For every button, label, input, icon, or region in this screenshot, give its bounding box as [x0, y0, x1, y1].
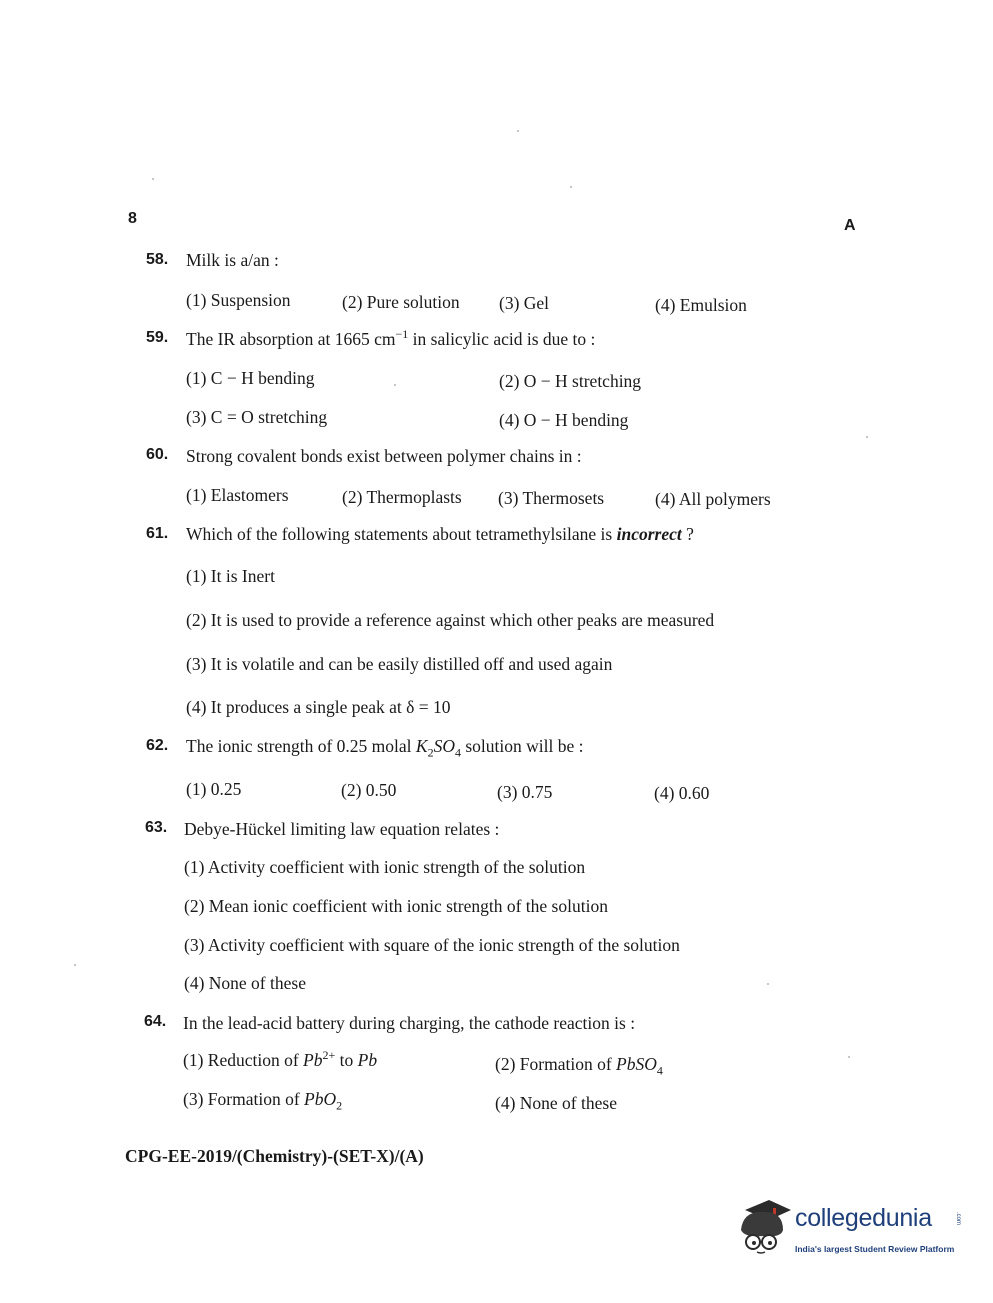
option-2: (2) Formation of PbSO$_4$	[495, 1054, 663, 1078]
option-1: (1) Elastomers	[186, 485, 289, 505]
mascot-icon	[735, 1196, 793, 1254]
question-text: Debye-Hückel limiting law equation relates :	[184, 819, 500, 839]
option-1: (1) Reduction of $Pb^{2+}$ to Pb	[183, 1048, 378, 1070]
set-code: A	[844, 217, 856, 234]
option-2: (2) It is used to provide a reference against which other peaks are measured	[186, 610, 715, 630]
option-3: (3) Gel	[499, 293, 550, 313]
option-3: (3) Activity coefficient with square of the ionic strength of the solution	[184, 935, 680, 955]
option-3: (3) Thermosets	[498, 488, 605, 508]
option-1: (1) 0.25	[186, 779, 242, 799]
question-number: 58.	[146, 251, 169, 268]
option-4: (4) Emulsion	[655, 295, 747, 315]
option-3: (3) C = O stretching	[186, 407, 328, 427]
question-text: Which of the following statements about tetramethylsilane is incorrect ?	[186, 524, 694, 544]
option-2: (2) 0.50	[341, 780, 397, 800]
option-1: (1) Activity coefficient with ionic strength of the solution	[184, 857, 586, 877]
option-1: (1) C − H bending	[186, 368, 315, 388]
question-number: 61.	[146, 525, 169, 542]
scan-speck	[394, 384, 396, 386]
option-1: (1) Suspension	[186, 290, 291, 310]
option-2: (2) Pure solution	[342, 292, 460, 312]
scan-speck	[767, 983, 769, 985]
page-number: 8	[128, 210, 137, 227]
question-text: Strong covalent bonds exist between polymer chains in :	[186, 446, 582, 466]
collegedunia-logo	[735, 1196, 965, 1266]
question-number: 62.	[146, 737, 169, 754]
question-text: In the lead-acid battery during charging, the cathode reaction is :	[183, 1013, 636, 1033]
option-3: (3) Formation of PbO$_2$	[183, 1089, 343, 1113]
logo-wordmark: collegedunia	[795, 1204, 932, 1232]
option-2: (2) Thermoplasts	[342, 487, 462, 507]
logo-domain: .com	[955, 1212, 961, 1226]
option-4: (4) It produces a single peak at δ = 10	[186, 697, 451, 717]
option-4: (4) None of these	[184, 973, 306, 993]
scan-speck	[848, 1056, 850, 1058]
scan-speck	[74, 964, 76, 966]
option-3: (3) It is volatile and can be easily distilled off and used again	[186, 654, 613, 674]
question-text: Milk is a/an :	[186, 250, 279, 270]
paper-code-footer: CPG-EE-2019/(Chemistry)-(SET-X)/(A)	[125, 1146, 424, 1166]
logo-tagline: India's largest Student Review Platform	[795, 1244, 955, 1254]
scan-speck	[570, 186, 572, 188]
scan-speck	[517, 130, 519, 132]
question-number: 64.	[144, 1013, 167, 1030]
option-1: (1) It is Inert	[186, 566, 275, 586]
option-2: (2) O − H stretching	[499, 371, 642, 391]
scan-speck	[152, 178, 154, 180]
scan-speck	[866, 436, 868, 438]
option-3: (3) 0.75	[497, 782, 553, 802]
question-text: The ionic strength of 0.25 molal $K_2SO_4$ solution will be :	[186, 736, 584, 760]
question-number: 63.	[145, 819, 168, 836]
question-text: The IR absorption at 1665 $cm^{-1}$ in salicylic acid is due to :	[186, 327, 596, 349]
option-4: (4) All polymers	[655, 489, 771, 509]
question-number: 59.	[146, 329, 169, 346]
question-number: 60.	[146, 446, 169, 463]
option-2: (2) Mean ionic coefficient with ionic strength of the solution	[184, 896, 608, 916]
option-4: (4) 0.60	[654, 783, 710, 803]
option-4: (4) None of these	[495, 1093, 617, 1113]
option-4: (4) O − H bending	[499, 410, 629, 430]
